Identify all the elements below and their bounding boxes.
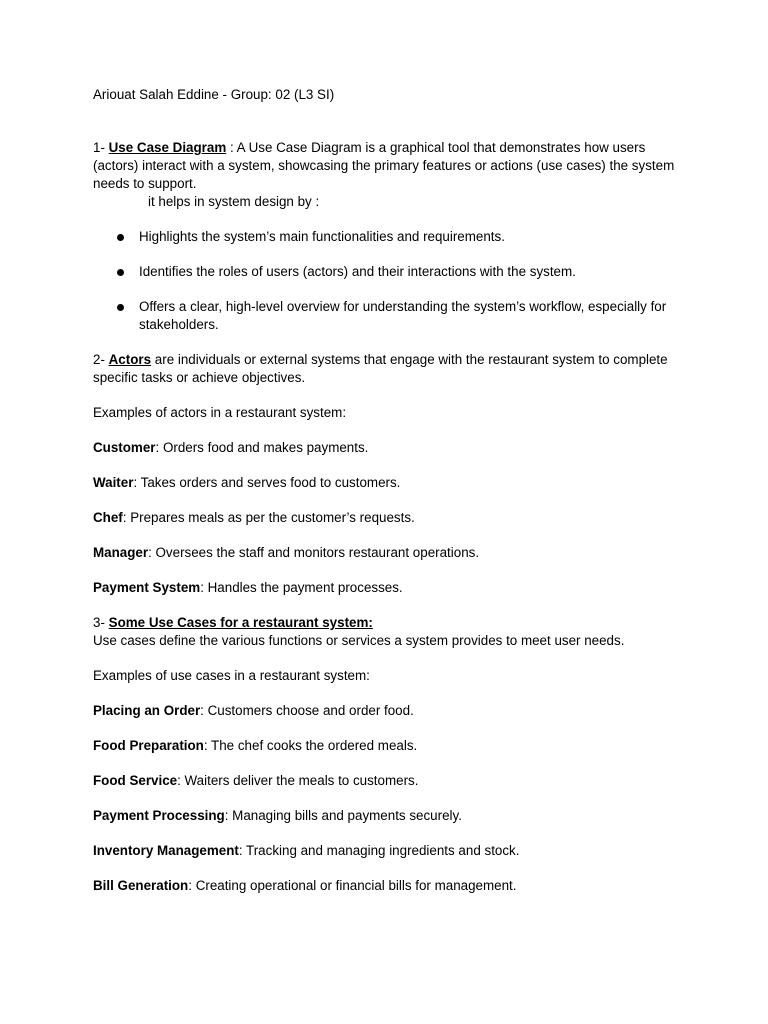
use-case-desc: : The chef cooks the ordered meals. (203, 738, 418, 753)
section-2-number: 2- (93, 352, 109, 367)
bullet-text: Identifies the roles of users (actors) and their interactions with the system. (139, 264, 576, 279)
section-3-title-text: Some Use Cases for a restaurant system (108, 615, 369, 630)
section-1-helps-line: it helps in system design by : (148, 194, 320, 209)
use-case-item (93, 772, 693, 790)
section-1-paragraph (93, 139, 693, 193)
use-case-desc: : Tracking and managing ingredients and stock. (238, 843, 520, 858)
spacer (93, 422, 693, 439)
use-case-desc: : Creating operational or financial bills for management. (188, 878, 517, 893)
spacer (93, 387, 693, 404)
actors-examples-intro: Examples of actors in a restaurant system: (93, 405, 347, 420)
section-1-text: : A Use Case Diagram is a graphical tool that demonstrates how users (actors) interact with a system, showcasing the primary features or actions (use cases) the system needs to support. (93, 140, 675, 191)
actor-item (93, 579, 693, 597)
section-3-text: Use cases define the various functions or services a system provides to meet user needs. (93, 633, 625, 648)
section-1-title: Use Case Diagram (108, 140, 227, 155)
section-3-title (109, 615, 373, 630)
use-case-item (93, 702, 693, 720)
bullet-text: Highlights the system’s main functionalities and requirements. (139, 229, 505, 244)
section-2-title: Actors (108, 352, 152, 367)
spacer (93, 492, 693, 509)
actor-name: Chef (93, 510, 123, 525)
actor-item (93, 544, 693, 562)
use-case-item (93, 737, 693, 755)
use-case-name: Food Preparation (93, 738, 204, 753)
section-2-paragraph (93, 351, 693, 387)
use-cases-examples-intro: Examples of use cases in a restaurant system: (93, 668, 370, 683)
spacer (93, 720, 693, 737)
spacer (93, 597, 693, 614)
actor-desc: : Oversees the staff and monitors restaurant operations. (148, 545, 480, 560)
use-case-name: Bill Generation (93, 878, 189, 893)
document-body (93, 86, 693, 895)
spacer (93, 527, 693, 544)
bullet-icon (117, 304, 124, 311)
use-case-desc: : Customers choose and order food. (200, 703, 414, 718)
spacer (93, 457, 693, 474)
actor-item (93, 439, 693, 457)
bullet-item (93, 263, 693, 281)
actor-item (93, 509, 693, 527)
section-1-number: 1- (93, 140, 109, 155)
use-case-desc: : Managing bills and payments securely. (224, 808, 462, 823)
actor-item (93, 474, 693, 492)
actor-name: Manager (93, 545, 149, 560)
spacer (93, 825, 693, 842)
bullet-icon (117, 269, 124, 276)
section-3-title-colon: : (368, 615, 373, 630)
bullet-text: Offers a clear, high-level overview for understanding the system’s workflow, especially for stakeholders. (139, 299, 667, 332)
actor-name: Waiter (93, 475, 134, 490)
section-3-heading (93, 614, 693, 632)
spacer (93, 650, 693, 667)
section-2-text: are individuals or external systems that engage with the restaurant system to complete specific tasks or achieve objectives. (93, 352, 668, 385)
section-3-number: 3- (93, 615, 109, 630)
actor-desc: : Takes orders and serves food to customers. (133, 475, 401, 490)
spacer (93, 104, 693, 139)
use-case-desc: : Waiters deliver the meals to customers. (177, 773, 419, 788)
use-case-name: Food Service (93, 773, 178, 788)
use-case-name: Payment Processing (93, 808, 225, 823)
spacer (93, 860, 693, 877)
spacer (93, 685, 693, 702)
use-case-item (93, 807, 693, 825)
spacer (93, 790, 693, 807)
actor-desc: : Orders food and makes payments. (155, 440, 369, 455)
spacer (93, 755, 693, 772)
bullet-icon (117, 234, 124, 241)
use-case-item (93, 842, 693, 860)
section-1-bullet-list (93, 228, 693, 334)
actor-name: Customer (93, 440, 156, 455)
actor-desc: : Prepares meals as per the customer’s requests. (122, 510, 415, 525)
use-case-name: Placing an Order (93, 703, 201, 718)
actor-desc: : Handles the payment processes. (200, 580, 403, 595)
spacer (93, 562, 693, 579)
use-case-name: Inventory Management (93, 843, 239, 858)
bullet-item (93, 298, 693, 334)
author-line: Ariouat Salah Eddine - Group: 02 (L3 SI) (93, 87, 335, 102)
bullet-item (93, 228, 693, 246)
actor-name: Payment System (93, 580, 201, 595)
use-case-item (93, 877, 693, 895)
